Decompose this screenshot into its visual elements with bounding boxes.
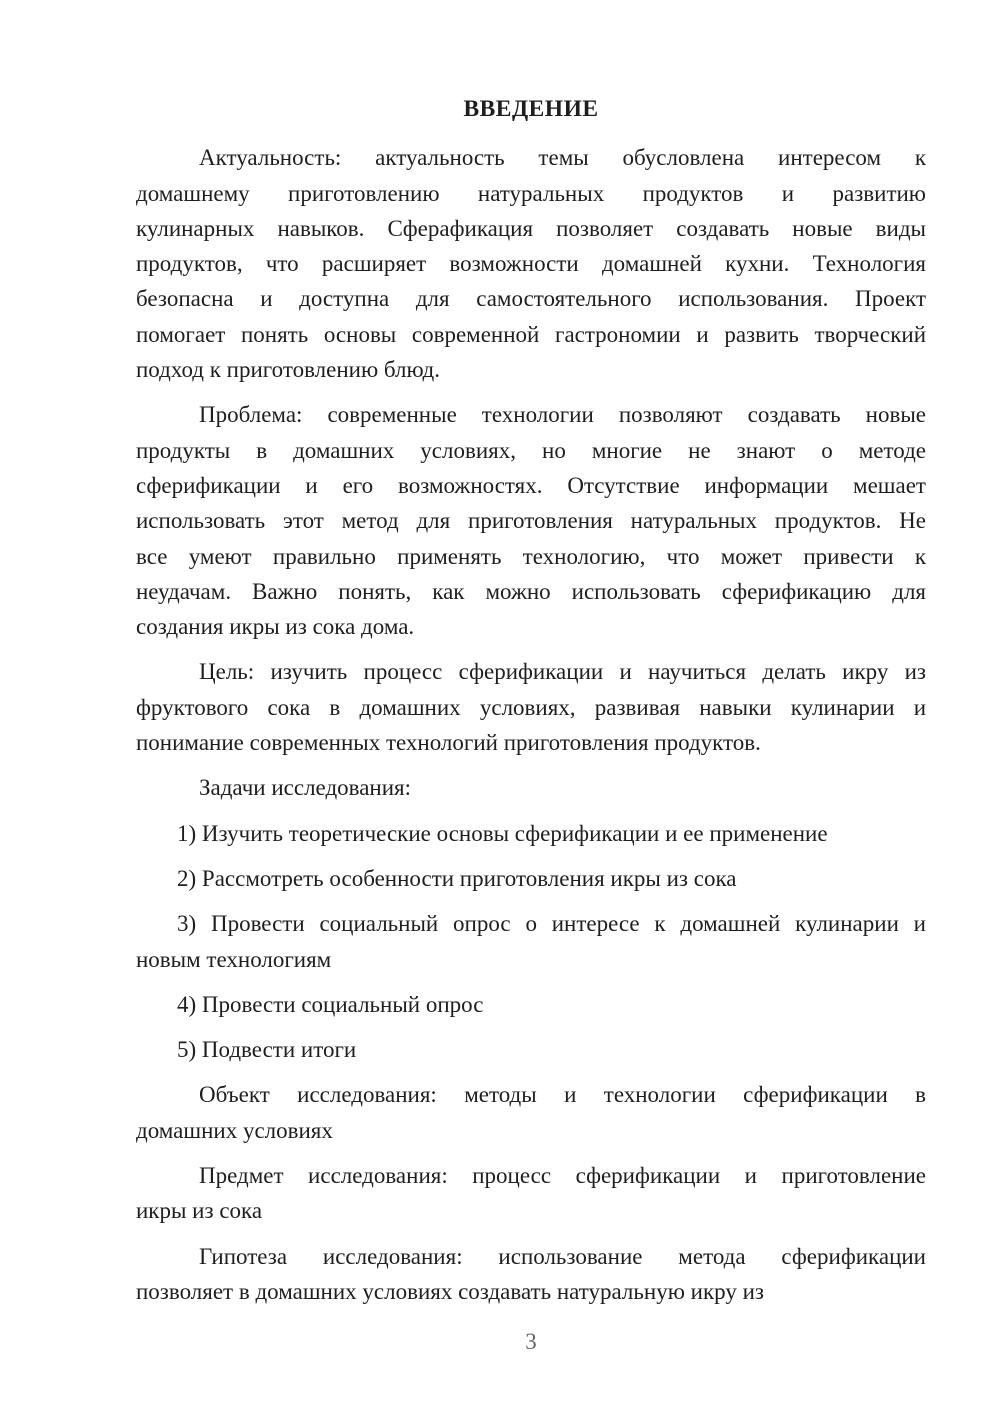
text-line: создания икры из сока дома. <box>136 614 415 640</box>
section-title: ВВЕДЕНИЕ <box>463 96 599 122</box>
paragraph <box>136 1158 926 1229</box>
text-line: домашних условиях <box>136 1117 333 1143</box>
text-line: использовать этот метод для приготовления натуральных продуктов. Не <box>136 508 926 534</box>
text-line: позволяет в домашних условиях создавать натуральную икру из <box>136 1278 764 1304</box>
text-line: помогает понять основы современной гастрономии и развить творческий <box>136 321 926 347</box>
text-line: неудачам. Важно понять, как можно использовать сферификацию для <box>136 578 926 604</box>
paragraph <box>136 140 926 387</box>
paragraph <box>136 654 926 760</box>
document-column <box>136 92 926 1309</box>
text-line: 3) Провести социальный опрос о интересе к домашней кулинарии и <box>177 911 926 937</box>
text-line: 1) Изучить теоретические основы сферификации и ее применение <box>177 820 828 846</box>
text-line: Задачи исследования: <box>199 775 412 801</box>
paragraph <box>136 1032 926 1067</box>
text-line: икры из сока <box>136 1198 263 1224</box>
text-line: подход к приготовлению блюд. <box>136 357 440 383</box>
page-number: 3 <box>525 1329 537 1354</box>
paragraph <box>136 861 926 896</box>
paragraph <box>136 770 926 805</box>
text-line: фруктового сока в домашних условиях, развивая навыки кулинарии и <box>136 694 926 720</box>
text-line: продуктов, что расширяет возможности домашней кухни. Технология <box>136 251 926 277</box>
text-line: Предмет исследования: процесс сферификации и приготовление <box>199 1163 926 1189</box>
paragraph <box>136 1239 926 1310</box>
text-line: домашнему приготовлению натуральных продуктов и развитию <box>136 180 926 206</box>
text-line: понимание современных технологий приготовления продуктов. <box>136 730 761 756</box>
paragraph <box>136 906 926 977</box>
text-line: все умеют правильно применять технологию, что может привести к <box>136 543 926 569</box>
paragraph <box>136 397 926 644</box>
text-line: Гипотеза исследования: использование метода сферификации <box>199 1243 926 1269</box>
text-line: безопасна и доступна для самостоятельного использования. Проект <box>136 286 926 312</box>
document-body <box>136 140 926 1309</box>
text-line: Цель: изучить процесс сферификации и научиться делать икру из <box>199 659 926 685</box>
text-line: 5) Подвести итоги <box>177 1037 357 1063</box>
paragraph <box>136 987 926 1022</box>
text-line: новым технологиям <box>136 946 332 972</box>
text-line: кулинарных навыков. Сферафикация позволяет создавать новые виды <box>136 215 926 241</box>
paragraph <box>136 1077 926 1148</box>
text-line: Проблема: современные технологии позволяют создавать новые <box>199 402 926 428</box>
text-line: 4) Провести социальный опрос <box>177 991 484 1017</box>
text-line: Объект исследования: методы и технологии сферификации в <box>199 1082 926 1108</box>
text-line: сферификации и его возможностях. Отсутствие информации мешает <box>136 472 926 498</box>
text-line: продукты в домашних условиях, но многие не знают о методе <box>136 437 926 463</box>
text-line: 2) Рассмотреть особенности приготовления икры из сока <box>177 865 737 891</box>
text-line: Актуальность: актуальность темы обусловлена интересом к <box>199 145 926 171</box>
paragraph <box>136 816 926 851</box>
